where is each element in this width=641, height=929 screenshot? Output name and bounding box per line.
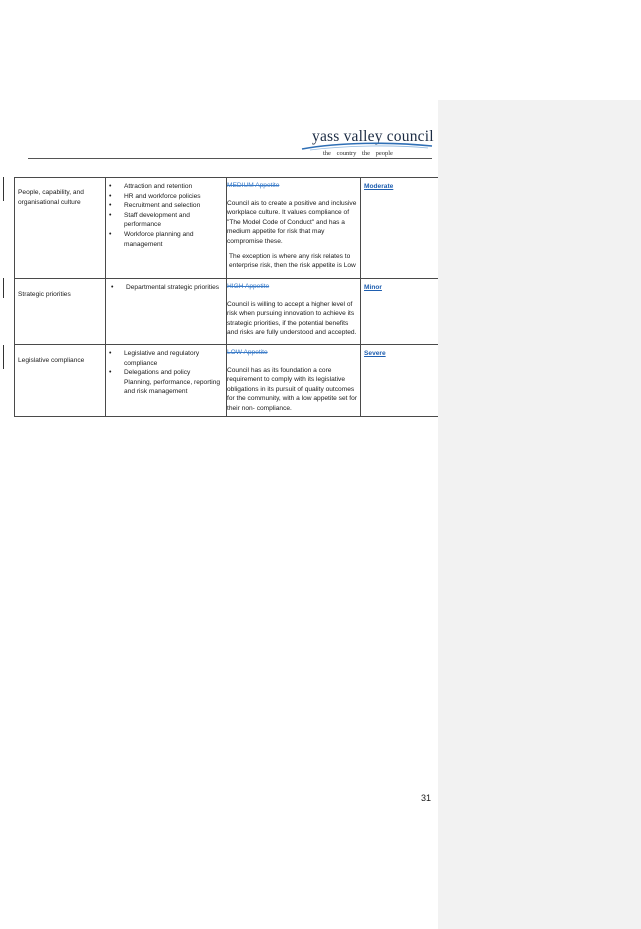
category-cell bbox=[15, 279, 106, 345]
items-list bbox=[106, 182, 226, 249]
list-item-plain: Planning, performance, reporting and risk management bbox=[124, 378, 221, 396]
logo-name: yass valley council bbox=[312, 128, 434, 145]
change-bar bbox=[3, 177, 4, 201]
change-bar bbox=[3, 345, 4, 369]
list-item: • Legislative and regulatory compliance bbox=[124, 349, 226, 368]
appetite-cell bbox=[227, 178, 361, 279]
appetite-exception: The exception is where any risk relates to enterprise risk, then the risk appetite is Low bbox=[229, 252, 356, 270]
page-number: 31 bbox=[421, 793, 432, 803]
items-cell bbox=[106, 178, 227, 279]
list-item: • Delegations and policy bbox=[124, 368, 226, 378]
risk-rating-link[interactable]: Severe bbox=[364, 350, 386, 357]
category-cell bbox=[15, 178, 106, 279]
risk-rating-link[interactable]: Moderate bbox=[364, 183, 394, 190]
appetite-cell bbox=[227, 279, 361, 345]
list-item: • Workforce planning and management bbox=[124, 230, 226, 249]
table-row bbox=[15, 279, 447, 345]
category-label: People, capability, and organisational culture bbox=[18, 189, 84, 206]
rating-cell bbox=[361, 178, 447, 279]
appetite-description: Council has as its foundation a core requirement to comply with its legislative obligations in its pursuit of quality outcomes for the community, with a low appetite set for their non- compliance. bbox=[227, 366, 357, 412]
comment-pane bbox=[438, 100, 641, 929]
risk-rating-link[interactable]: Minor bbox=[364, 284, 382, 291]
comment-pane-top bbox=[438, 0, 641, 100]
list-item: • Recruitment and selection bbox=[124, 201, 226, 211]
items-cell bbox=[106, 345, 227, 417]
list-item: • Staff development and performance bbox=[124, 211, 226, 230]
council-logo bbox=[300, 128, 434, 162]
appetite-level: HIGH Appetite bbox=[227, 283, 270, 290]
items-list bbox=[106, 283, 226, 293]
list-item: • Departmental strategic priorities bbox=[126, 283, 226, 293]
list-item: • Attraction and retention bbox=[124, 182, 226, 192]
table-row bbox=[15, 178, 447, 279]
header-divider bbox=[28, 158, 432, 159]
appetite-level: MEDIUM Appetite bbox=[227, 182, 280, 189]
rating-cell bbox=[361, 345, 447, 417]
appetite-description: Council ais to create a positive and inclusive workplace culture. It values compliance of "The Model Code of Conduct" and has a medium appetite for risk that may compromise these. bbox=[227, 199, 357, 245]
items-cell bbox=[106, 279, 227, 345]
list-item: • HR and workforce policies bbox=[124, 192, 226, 202]
table-row bbox=[15, 345, 447, 417]
category-label: Strategic priorities bbox=[18, 291, 71, 298]
appetite-cell bbox=[227, 345, 361, 417]
category-label: Legislative compliance bbox=[18, 357, 85, 364]
items-list bbox=[106, 349, 226, 378]
category-cell bbox=[15, 345, 106, 417]
appetite-level: LOW Appetite bbox=[227, 349, 268, 356]
appetite-description: Council is willing to accept a higher level of risk when pursuing innovation to achieve its strategic priorities, if the potential benefits and risks are fully understood and accepted. bbox=[227, 300, 357, 337]
risk-appetite-table bbox=[14, 177, 447, 417]
logo-tagline: the country the people bbox=[323, 150, 393, 157]
change-bar bbox=[3, 278, 4, 298]
rating-cell bbox=[361, 279, 447, 345]
